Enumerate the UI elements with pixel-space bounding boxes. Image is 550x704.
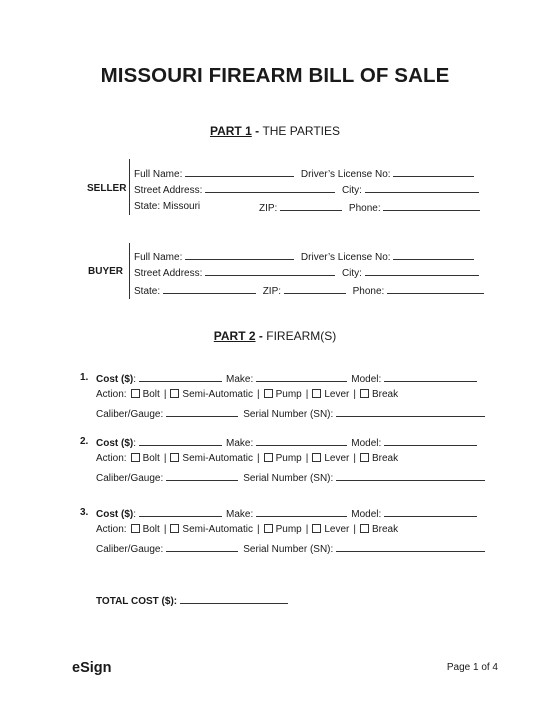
buyer-license-field[interactable]	[393, 250, 474, 260]
action-label-break: Break	[371, 453, 399, 464]
firearm-cost-label: Cost ($)	[96, 438, 134, 449]
action-checkbox-pump[interactable]	[264, 524, 273, 533]
firearm-row-cost: Cost ($): Make: Model:	[96, 436, 477, 449]
total-cost-row	[96, 594, 288, 607]
firearm-serial-label: Serial Number (SN):	[243, 473, 334, 484]
firearm-model-field[interactable]	[384, 436, 477, 446]
seller-row-2	[134, 183, 479, 196]
action-separator: |	[163, 453, 167, 464]
buyer-row-2	[134, 266, 479, 279]
action-label-pump: Pump	[275, 524, 302, 535]
action-separator: |	[257, 453, 260, 464]
firearm-row-caliber	[96, 471, 485, 484]
firearm-action-label: Action:	[96, 524, 127, 535]
firearm-model-field[interactable]	[384, 507, 477, 517]
buyer-full-name-label: Full Name:	[134, 252, 183, 263]
buyer-row-1	[134, 250, 474, 263]
buyer-phone-field[interactable]	[387, 284, 484, 294]
firearm-make-label: Make:	[226, 438, 254, 449]
action-separator: |	[163, 524, 167, 535]
seller-state: State: Missouri	[134, 201, 201, 212]
firearm-model-label: Model:	[351, 374, 382, 385]
firearm-row-caliber	[96, 542, 485, 555]
seller-phone-field[interactable]	[383, 201, 480, 211]
buyer-label: BUYER	[88, 266, 124, 277]
buyer-state-field[interactable]	[163, 284, 256, 294]
action-checkbox-bolt[interactable]	[131, 389, 140, 398]
firearm-row-action	[96, 389, 398, 400]
action-separator: |	[305, 389, 309, 400]
firearm-model-label: Model:	[351, 438, 382, 449]
action-label-lever: Lever	[324, 389, 350, 400]
seller-full-name-label: Full Name:	[134, 169, 183, 180]
action-checkbox-lever[interactable]	[312, 389, 321, 398]
firearm-serial-label: Serial Number (SN):	[243, 544, 334, 555]
firearm-cost-label: Cost ($)	[96, 374, 134, 385]
buyer-license-label: Driver’s License No:	[300, 252, 391, 263]
firearm-serial-field[interactable]	[336, 542, 485, 552]
seller-divider	[129, 159, 130, 215]
action-label-semi-automatic: Semi-Automatic	[182, 389, 253, 400]
action-label-lever: Lever	[324, 524, 350, 535]
buyer-zip-field[interactable]	[284, 284, 346, 294]
action-checkbox-pump[interactable]	[264, 453, 273, 462]
seller-zip-group	[259, 201, 480, 214]
firearm-caliber-label: Caliber/Gauge:	[96, 409, 164, 420]
page-number: Page 1 of 4	[446, 662, 498, 673]
action-checkbox-semi-automatic[interactable]	[170, 524, 179, 533]
action-label-bolt: Bolt	[142, 453, 160, 464]
seller-license-field[interactable]	[393, 167, 474, 177]
action-separator: |	[353, 524, 356, 535]
buyer-city-label: City:	[341, 268, 362, 279]
action-label-pump: Pump	[275, 389, 302, 400]
seller-license-label: Driver’s License No:	[300, 169, 391, 180]
action-label-break: Break	[371, 524, 399, 535]
action-separator: |	[257, 389, 260, 400]
firearm-make-field[interactable]	[256, 436, 347, 446]
action-separator: |	[257, 524, 260, 535]
part1-number: PART 1	[209, 124, 252, 138]
action-separator: |	[163, 389, 167, 400]
firearm-number: 2.	[80, 436, 89, 447]
buyer-row-3	[134, 284, 484, 297]
firearm-action-label: Action:	[96, 453, 127, 464]
firearm-number: 3.	[80, 507, 89, 518]
action-label-semi-automatic: Semi-Automatic	[182, 453, 253, 464]
firearm-make-label: Make:	[226, 374, 254, 385]
action-label-break: Break	[371, 389, 399, 400]
action-checkbox-lever[interactable]	[312, 453, 321, 462]
firearm-caliber-label: Caliber/Gauge:	[96, 544, 164, 555]
action-separator: |	[353, 453, 356, 464]
firearm-model-label: Model:	[351, 509, 382, 520]
action-checkbox-bolt[interactable]	[131, 453, 140, 462]
firearm-row-cost: Cost ($): Make: Model:	[96, 372, 477, 385]
esign-logo: eSign	[72, 660, 112, 676]
buyer-phone-label: Phone:	[352, 286, 385, 297]
action-checkbox-semi-automatic[interactable]	[170, 453, 179, 462]
firearm-make-label: Make:	[226, 509, 254, 520]
firearm-serial-field[interactable]	[336, 471, 485, 481]
action-label-pump: Pump	[275, 453, 302, 464]
action-checkbox-pump[interactable]	[264, 389, 273, 398]
part2-number: PART 2	[213, 329, 256, 343]
total-cost-label: TOTAL COST ($):	[96, 596, 178, 607]
seller-zip-field[interactable]	[280, 201, 342, 211]
firearm-model-field[interactable]	[384, 372, 477, 382]
part2-separator: -	[255, 329, 267, 343]
firearm-row-action	[96, 524, 398, 535]
firearm-caliber-label: Caliber/Gauge:	[96, 473, 164, 484]
action-separator: |	[353, 389, 356, 400]
seller-zip-label: ZIP:	[259, 203, 278, 214]
firearm-make-field[interactable]	[256, 507, 347, 517]
action-checkbox-bolt[interactable]	[131, 524, 140, 533]
part2-label: FIREARM(S)	[266, 329, 337, 343]
buyer-street-field[interactable]	[205, 266, 335, 276]
seller-row-1	[134, 167, 474, 180]
firearm-action-label: Action:	[96, 389, 127, 400]
buyer-divider	[129, 243, 130, 299]
firearm-row-caliber	[96, 407, 485, 420]
firearm-cost-field[interactable]	[139, 372, 222, 382]
buyer-state-label: State:	[134, 286, 161, 297]
seller-full-name-field[interactable]	[185, 167, 294, 177]
seller-phone-label: Phone:	[348, 203, 381, 214]
part1-label: THE PARTIES	[262, 124, 341, 138]
firearm-cost-field[interactable]	[139, 507, 222, 517]
action-label-bolt: Bolt	[142, 389, 160, 400]
firearm-number: 1.	[80, 372, 89, 383]
action-checkbox-break[interactable]	[360, 453, 369, 462]
action-separator: |	[305, 453, 309, 464]
firearm-serial-field[interactable]	[336, 407, 485, 417]
firearm-row-action	[96, 453, 398, 464]
part1-separator: -	[251, 124, 263, 138]
action-checkbox-break[interactable]	[360, 389, 369, 398]
action-label-bolt: Bolt	[142, 524, 160, 535]
action-checkbox-break[interactable]	[360, 524, 369, 533]
firearm-cost-label: Cost ($)	[96, 509, 134, 520]
firearm-row-cost: Cost ($): Make: Model:	[96, 507, 477, 520]
seller-street-label: Street Address:	[134, 185, 203, 196]
document-title: MISSOURI FIREARM BILL OF SALE	[100, 64, 450, 87]
firearm-serial-label: Serial Number (SN):	[243, 409, 334, 420]
part2-heading	[0, 329, 550, 343]
action-checkbox-lever[interactable]	[312, 524, 321, 533]
action-separator: |	[305, 524, 309, 535]
buyer-city-field[interactable]	[365, 266, 479, 276]
buyer-zip-label: ZIP:	[262, 286, 282, 297]
action-checkbox-semi-automatic[interactable]	[170, 389, 179, 398]
seller-city-label: City:	[341, 185, 362, 196]
action-label-semi-automatic: Semi-Automatic	[182, 524, 253, 535]
firearm-caliber-field[interactable]	[166, 407, 238, 417]
part1-heading	[0, 124, 550, 138]
firearm-caliber-field[interactable]	[166, 542, 238, 552]
total-cost-field[interactable]	[180, 594, 288, 604]
firearm-caliber-field[interactable]	[166, 471, 238, 481]
buyer-full-name-field[interactable]	[185, 250, 294, 260]
action-label-lever: Lever	[324, 453, 350, 464]
firearm-make-field[interactable]	[256, 372, 347, 382]
seller-street-field[interactable]	[205, 183, 335, 193]
firearm-cost-field[interactable]	[139, 436, 222, 446]
buyer-street-label: Street Address:	[134, 268, 203, 279]
seller-label: SELLER	[87, 183, 127, 194]
seller-city-field[interactable]	[365, 183, 479, 193]
